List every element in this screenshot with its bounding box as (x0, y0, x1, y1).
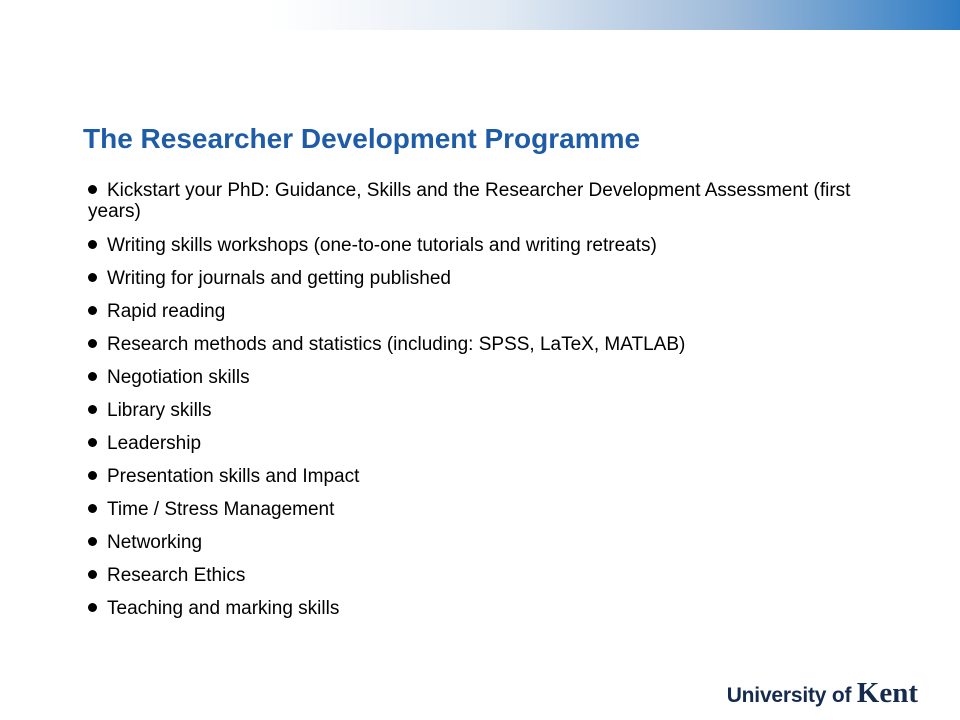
bullet-icon (88, 405, 97, 414)
bullet-text: Kickstart your PhD: Guidance, Skills and the Researcher Development Assessment (first years) (88, 180, 851, 222)
bullet-icon (88, 306, 97, 315)
bullet-icon (88, 185, 97, 194)
bullet-text: Rapid reading (107, 301, 226, 322)
bullet-item (88, 565, 888, 587)
university-logo (727, 677, 918, 710)
bullet-icon (88, 471, 97, 480)
bullet-item (88, 367, 888, 389)
bullet-icon (88, 372, 97, 381)
bullet-item (88, 180, 888, 222)
bullet-item (88, 433, 888, 455)
bullet-item (88, 598, 888, 620)
bullet-item (88, 499, 888, 521)
header-gradient-band (0, 0, 960, 30)
bullet-item (88, 532, 888, 554)
bullet-text: Research Ethics (107, 565, 246, 586)
bullet-text: Networking (107, 532, 203, 553)
logo-prefix-text: University of (726, 684, 852, 707)
logo-kent-text: Kent (856, 677, 918, 709)
bullet-item (88, 400, 888, 422)
bullet-item (88, 268, 888, 290)
bullet-icon (88, 438, 97, 447)
bullet-text: Writing for journals and getting published (107, 268, 451, 289)
bullet-icon (88, 339, 97, 348)
bullet-item (88, 334, 888, 356)
bullet-text: Library skills (107, 400, 212, 421)
bullet-text: Time / Stress Management (107, 499, 335, 520)
bullet-text: Leadership (107, 433, 202, 454)
bullet-text: Research methods and statistics (including: SPSS, LaTeX, MATLAB) (107, 334, 686, 355)
bullet-icon (88, 603, 97, 612)
bullet-icon (88, 537, 97, 546)
bullet-text: Writing skills workshops (one-to-one tutorials and writing retreats) (107, 235, 657, 256)
bullet-item (88, 301, 888, 323)
bullet-item (88, 466, 888, 488)
bullet-icon (88, 504, 97, 513)
bullet-item (88, 235, 888, 257)
bullet-text: Negotiation skills (107, 367, 250, 388)
bullet-icon (88, 240, 97, 249)
bullet-list (88, 180, 888, 631)
bullet-text: Teaching and marking skills (107, 598, 340, 619)
bullet-text: Presentation skills and Impact (107, 466, 360, 487)
slide-title: The Researcher Development Programme (83, 123, 641, 154)
bullet-icon (88, 273, 97, 282)
bullet-icon (88, 570, 97, 579)
